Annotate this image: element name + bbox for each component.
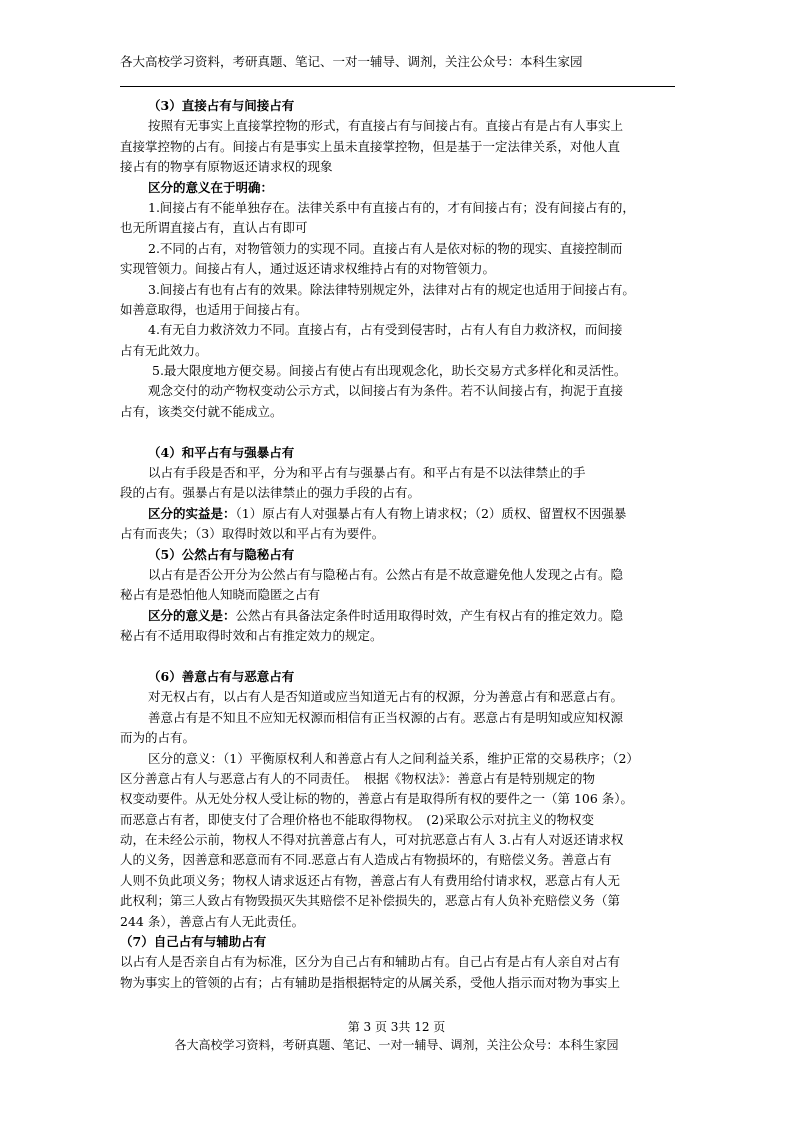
- paragraph-line: 人则不负此项义务；物权人请求返还占有物，善意占有人有费用给付请求权，恶意占有人无: [120, 872, 621, 888]
- section-heading-4: （4）和平占有与强暴占有: [148, 444, 295, 460]
- page-footer: 各大高校学习资料，考研真题、笔记、一对一辅导、调剂，关注公众号：本科生家园: [174, 1038, 619, 1052]
- meaning-heading: 区分的意义在于明确：: [148, 179, 274, 195]
- paragraph-line: 区分善意占有人与恶意占有人的不同责任。 根据《物权法》：善意占有是特别规定的物: [120, 770, 596, 786]
- paragraph-line: 以占有人是否亲自占有为标准，区分为自己占有和辅助占有。自己占有是占有人亲自对占有: [120, 954, 621, 970]
- paragraph-line: 占有而丧失；（3）取得时效以和平占有为要件。: [120, 526, 385, 542]
- paragraph-line: 物为事实上的管领的占有；占有辅助是指根据特定的从属关系，受他人指示而对物为事实上: [120, 974, 621, 990]
- benefit-text: （1）原占有人对强暴占有人有物上请求权；（2）质权、留置权不因强暴: [235, 505, 627, 521]
- paragraph-line: 对无权占有，以占有人是否知道或应当知道无占有的权源，分为善意占有和恶意占有。: [148, 689, 624, 705]
- meaning-text: 公然占有具备法定条件时适用取得时效，产生有权占有的推定效力。隐: [235, 607, 624, 623]
- paragraph-line: 秘占有是恐怕他人知晓而隐匿之占有: [120, 587, 321, 603]
- list-item: 如善意取得，也适用于间接占有。: [120, 301, 308, 317]
- section-heading-7: （7）自己占有与辅助占有: [120, 934, 267, 950]
- paragraph-line: 人的义务，因善意和恶意而有不同.恶意占有人造成占有物损坏的，有赔偿义务。善意占有: [120, 852, 612, 868]
- list-item: 也无所谓直接占有，直认占有即可: [120, 220, 308, 236]
- benefit-line: [120, 504, 680, 524]
- spacer: [120, 647, 680, 667]
- paragraph-line: 以占有手段是否和平，分为和平占有与强暴占有。和平占有是不以法律禁止的手: [148, 465, 586, 481]
- section-heading-5: （5）公然占有与隐秘占有: [148, 546, 295, 562]
- paragraph-line: 此权利；第三人致占有物毁损灭失其赔偿不足补偿损失的，恶意占有人负补充赔偿义务（第: [120, 893, 621, 909]
- paragraph-line: 按照有无事实上直接掌控物的形式，有直接占有与间接占有。直接占有是占有人事实上: [148, 118, 624, 134]
- list-item: 1.间接占有不能单独存在。法律关系中有直接占有的，才有间接占有；没有间接占有的，: [148, 199, 635, 215]
- paragraph-line: 善意占有是不知且不应知无权源而相信有正当权源的占有。恶意占有是明知或应知权源: [148, 709, 624, 725]
- page-header: 各大高校学习资料，考研真题、笔记、一对一辅导、调剂，关注公众号：本科生家园: [120, 54, 583, 69]
- meaning-line: [120, 606, 680, 626]
- spacer: [120, 422, 680, 442]
- paragraph-line: 而为的占有。: [120, 730, 196, 746]
- header-divider: [120, 86, 675, 87]
- list-item: 4.有无自力救济效力不同。直接占有，占有受到侵害时，占有人有自力救济权，而间接: [148, 322, 623, 338]
- list-item: 观念交付的动产物权变动公示方式，以间接占有为条件。若不认间接占有，拘泥于直接: [148, 383, 624, 399]
- list-item: 5.最大限度地方便交易。间接占有使占有出现观念化，助长交易方式多样化和灵活性。: [152, 363, 627, 379]
- paragraph-line: 244 条），善意占有人无此责任。: [120, 913, 305, 929]
- paragraph-line: 动，在未经公示前，物权人不得对抗善意占有人，可对抗恶意占有人 3.占有人对返还请求权: [120, 832, 624, 848]
- paragraph-line: 以占有是否公开分为公然占有与隐秘占有。公然占有是不故意避免他人发现之占有。隐: [148, 566, 624, 582]
- paragraph-line: 段的占有。强暴占有是以法律禁止的强力手段的占有。: [120, 485, 421, 501]
- document-body: [120, 96, 680, 993]
- list-item: 3.间接占有也有占有的效果。除法律特别规定外，法律对占有的规定也适用于间接占有。: [148, 281, 635, 297]
- page-number: 第 3 页 3共 12 页: [347, 1020, 446, 1034]
- list-item: 占有，该类交付就不能成立。: [120, 403, 283, 419]
- paragraph-line: 直接掌控物的占有。间接占有是事实上虽未直接掌控物，但是基于一定法律关系，对他人直: [120, 138, 621, 154]
- list-item: 占有无此效力。: [120, 342, 208, 358]
- section-heading-6: （6）善意占有与恶意占有: [148, 668, 295, 684]
- list-item: 2.不同的占有，对物管领力的实现不同。直接占有人是依对标的物的现实、直接控制而: [148, 240, 623, 256]
- paragraph-line: 区分的意义：（1）平衡原权利人和善意占有人之间利益关系，维护正常的交易秩序；（2）: [148, 750, 639, 766]
- list-item: 实现管领力。间接占有人，通过返还请求权维持占有的对物管领力。: [120, 261, 496, 277]
- paragraph-line: 秘占有不适用取得时效和占有推定效力的规定。: [120, 628, 383, 644]
- paragraph-line: 接占有的物享有原物返还请求权的现象: [120, 159, 333, 175]
- section-heading-3: （3）直接占有与间接占有: [148, 98, 295, 113]
- meaning-label: 区分的意义是：: [148, 607, 236, 623]
- paragraph-line: 权变动要件。从无处分权人受让标的物的，善意占有是取得所有权的要件之一（第 106 条）。: [120, 791, 634, 807]
- paragraph-line: 而恶意占有者，即使支付了合理价格也不能取得物权。 (2)采取公示对抗主义的物权变: [120, 811, 594, 827]
- benefit-label: 区分的实益是：: [148, 505, 236, 521]
